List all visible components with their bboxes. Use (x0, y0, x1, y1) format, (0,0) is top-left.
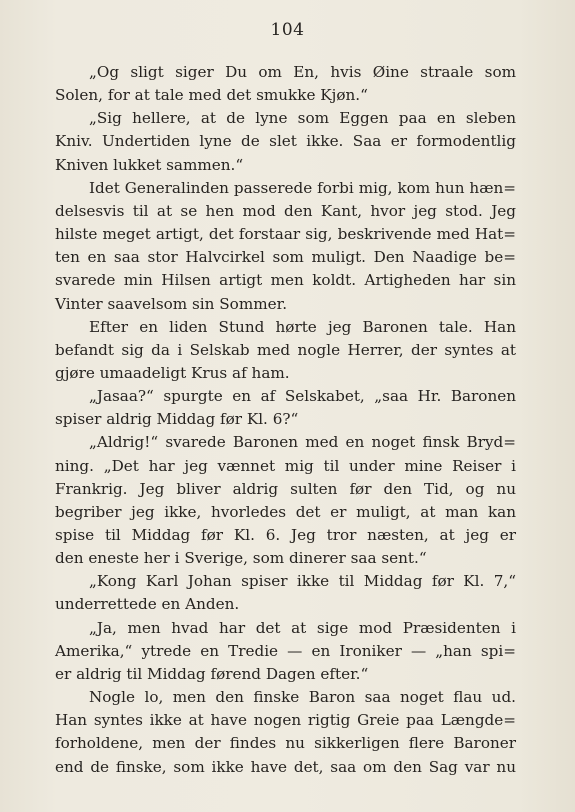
text-line: „Og sligt siger Du om En, hvis Øine straale som (89, 63, 516, 81)
text-line: forholdene, men der findes nu sikkerligen flere Baroner (55, 734, 516, 753)
text-line: Amerika,“ ytrede en Tredie — en Ironiker — „han spi= (55, 641, 516, 660)
text-line: begriber jeg ikke, hvorledes det er muligt, at man kan (55, 502, 516, 521)
text-line: „Sig hellere, at de lyne som Eggen paa en sleben (89, 109, 516, 128)
page-number: 104 (270, 20, 305, 40)
text-line: ten en saa stor Halvcirkel som muligt. Den Naadige be= (55, 248, 516, 267)
text-line: „Jasaa?“ spurgte en af Selskabet, „saa Hr. Baronen (89, 387, 516, 406)
text-line: Kniv. Undertiden lyne de slet ikke. Saa er formodentlig (55, 132, 516, 151)
text-line: gjøre umaadeligt Krus af ham. (55, 363, 290, 382)
text-line: spiser aldrig Middag før Kl. 6?“ (55, 410, 299, 429)
text-line: hilste meget artigt, det forstaar sig, beskrivende med Hat= (55, 225, 516, 244)
text-line: Nogle lo, men den finske Baron saa noget flau ud. (89, 688, 516, 707)
text-line: underrettede en Anden. (55, 595, 240, 614)
text-line: Frankrig. Jeg bliver aldrig sulten før den Tid, og nu (55, 479, 516, 498)
text-line: Vinter saavelsom sin Sommer. (55, 294, 288, 313)
text-line: Efter en liden Stund hørte jeg Baronen tale. Han (89, 317, 516, 336)
text-line: Kniven lukket sammen.“ (55, 155, 244, 174)
text-line: svarede min Hilsen artigt men koldt. Artigheden har sin (55, 271, 516, 290)
text-line: Han syntes ikke at have nogen rigtig Greie paa Længde= (55, 711, 516, 730)
text-line: ning. „Det har jeg vænnet mig til under mine Reiser i (55, 456, 516, 475)
text-line: „Kong Karl Johan spiser ikke til Middag før Kl. 7,“ (89, 572, 516, 591)
text-line: „Aldrig!“ svarede Baronen med en noget finsk Bryd= (89, 433, 516, 452)
text-line: befandt sig da i Selskab med nogle Herrer, der syntes at (55, 340, 516, 359)
text-line: den eneste her i Sverige, som dinerer saa sent.“ (55, 549, 427, 568)
text-line: „Ja, men hvad har det at sige mod Præsidenten i (89, 618, 516, 637)
text-line: delsesvis til at se hen mod den Kant, hvor jeg stod. Jeg (55, 201, 516, 220)
text-line: end de finske, som ikke have det, saa om den Sag var nu (55, 757, 516, 776)
text-line: Solen, for at tale med det smukke Kjøn.“ (55, 86, 368, 105)
text-line: Idet Generalinden passerede forbi mig, kom hun hæn= (89, 178, 516, 197)
text-line: spise til Middag før Kl. 6. Jeg tror næsten, at jeg er (55, 526, 516, 544)
text-line: er aldrig til Middag førend Dagen efter.“ (55, 664, 369, 683)
